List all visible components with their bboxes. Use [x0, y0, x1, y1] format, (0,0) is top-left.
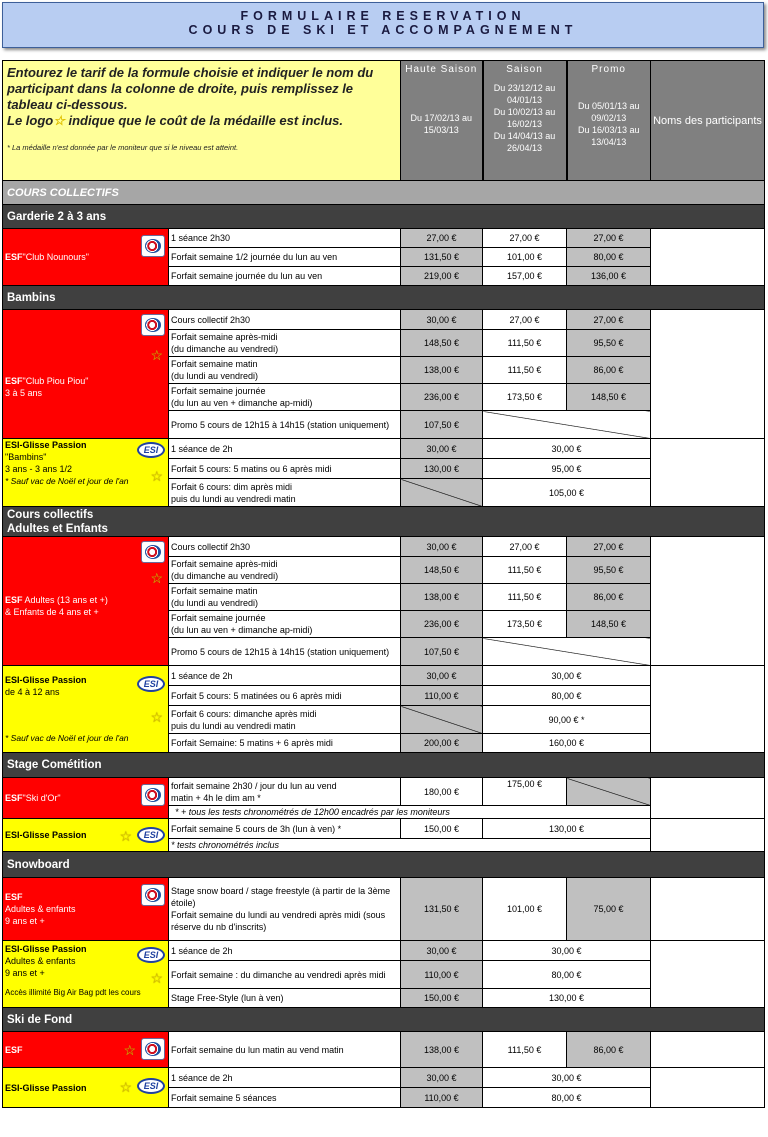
- esf-logo-icon: [141, 235, 165, 257]
- desc: Forfait 6 cours: dim après midi puis du lundi au vendredi matin: [169, 479, 401, 507]
- col-haute-saison: Haute Saison Du 17/02/13 au 15/03/13: [401, 61, 483, 181]
- desc: Stage snow board / stage freestyle (à partir de la 3ème étoile) Forfait semaine du lundi au vendredi après midi (sous réserve du nb d'inscrits): [169, 878, 401, 941]
- price-saison-promo[interactable]: 30,00 €: [483, 1068, 651, 1088]
- price-promo[interactable]: 27,00 €: [567, 537, 651, 557]
- not-available: [483, 638, 651, 666]
- price-saison[interactable]: 175,00 €: [483, 778, 567, 806]
- desc: Forfait semaine après-midi (du dimanche au vendredi): [169, 557, 401, 584]
- desc: 1 séance de 2h: [169, 666, 401, 686]
- desc: Forfait semaine du lun matin au vend matin: [169, 1032, 401, 1068]
- price-haute[interactable]: 219,00 €: [401, 267, 483, 286]
- medal-note: * La médaille n'est donnée par le moniteur que si le niveau est atteint.: [7, 143, 239, 152]
- price-haute[interactable]: 107,50 €: [401, 411, 483, 439]
- price-promo[interactable]: 148,50 €: [567, 611, 651, 638]
- title-line-1: FORMULAIRE RESERVATION: [240, 9, 526, 23]
- star-icon: ☆: [119, 1079, 132, 1095]
- desc: Forfait semaine journée du lun au ven: [169, 267, 401, 286]
- participant-name-cell[interactable]: [651, 941, 765, 1008]
- price-saison[interactable]: 173,50 €: [483, 384, 567, 411]
- price-saison-promo[interactable]: 80,00 €: [483, 961, 651, 989]
- price-saison[interactable]: 27,00 €: [483, 537, 567, 557]
- section-adultes: Cours collectifs Adultes et Enfants: [3, 507, 765, 537]
- desc: Forfait semaine 5 séances: [169, 1088, 401, 1108]
- price-saison[interactable]: 111,50 €: [483, 557, 567, 584]
- section-bambins: Bambins: [3, 286, 765, 310]
- price-promo[interactable]: 136,00 €: [567, 267, 651, 286]
- desc: Forfait 6 cours: dimanche après midi puis du lundi au vendredi matin: [169, 706, 401, 734]
- price-saison-promo[interactable]: 90,00 € *: [483, 706, 651, 734]
- participant-name-cell[interactable]: [651, 439, 765, 507]
- desc: 1 séance de 2h: [169, 1068, 401, 1088]
- price-haute[interactable]: 148,50 €: [401, 557, 483, 584]
- header-row: [3, 61, 765, 181]
- garderie-esf-label: ESF"Club Nounours": [3, 229, 169, 286]
- desc: Cours collectif 2h30: [169, 310, 401, 330]
- esf-logo-icon: [141, 884, 165, 906]
- section-ski-de-fond: Ski de Fond: [3, 1008, 765, 1032]
- esi-logo-icon: ESI: [137, 442, 165, 458]
- price-saison-promo[interactable]: 95,00 €: [483, 459, 651, 479]
- price-saison[interactable]: 173,50 €: [483, 611, 567, 638]
- section-cours-collectifs: COURS COLLECTIFS: [3, 181, 765, 205]
- participant-name-cell[interactable]: [651, 778, 765, 819]
- price-haute[interactable]: 150,00 €: [401, 819, 483, 839]
- price-haute[interactable]: 236,00 €: [401, 384, 483, 411]
- col-promo: Promo Du 05/01/13 au 09/02/13 Du 16/03/13 au 13/04/13: [567, 61, 651, 181]
- price-haute[interactable]: 180,00 €: [401, 778, 483, 806]
- desc: Stage Free-Style (lun à ven): [169, 989, 401, 1008]
- not-available: [567, 778, 651, 806]
- desc: Cours collectif 2h30: [169, 537, 401, 557]
- tariff-table: [2, 60, 765, 1108]
- price-saison[interactable]: 101,00 €: [483, 878, 567, 941]
- participant-name-cell[interactable]: [651, 819, 765, 852]
- price-haute[interactable]: 107,50 €: [401, 638, 483, 666]
- desc: Forfait semaine 1/2 journée du lun au ven: [169, 248, 401, 267]
- col-saison: Saison Du 23/12/12 au 04/01/13 Du 10/02/13 au 16/02/13 Du 14/04/13 au 26/04/13: [483, 61, 567, 181]
- section-snowboard: Snowboard: [3, 852, 765, 878]
- title-line-2: COURS DE SKI ET ACCOMPAGNEMENT: [188, 23, 578, 37]
- esi-logo-icon: ESI: [137, 1078, 165, 1094]
- price-haute[interactable]: 30,00 €: [401, 310, 483, 330]
- price-haute[interactable]: 30,00 €: [401, 666, 483, 686]
- esf-logo-icon: [141, 784, 165, 806]
- participant-name-cell[interactable]: [651, 537, 765, 666]
- instructions: Entourez le tarif de la formule choisie et indiquer le nom du participant dans la colonne de droite, puis remplissez le tableau ci-dessous. Le logo☆ indique que le coût de la médaille est inclus. * La médaille n'est donnée par le moniteur que si le niveau est atteint.: [3, 61, 401, 181]
- price-saison[interactable]: 27,00 €: [483, 310, 567, 330]
- col-noms: Noms des participants: [651, 61, 765, 181]
- esf-logo-icon: [141, 314, 165, 336]
- desc: Forfait semaine après-midi (du dimanche au vendredi): [169, 330, 401, 357]
- esi-logo-icon: ESI: [137, 676, 165, 692]
- star-icon: ☆: [53, 113, 65, 128]
- esi-logo-icon: ESI: [137, 827, 165, 843]
- price-haute[interactable]: 131,50 €: [401, 248, 483, 267]
- price-promo[interactable]: 86,00 €: [567, 1032, 651, 1068]
- star-icon: ☆: [150, 709, 163, 725]
- price-promo[interactable]: 27,00 €: [567, 229, 651, 248]
- star-icon: ☆: [150, 570, 163, 586]
- form-title: [2, 2, 764, 48]
- desc: Promo 5 cours de 12h15 à 14h15 (station uniquement): [169, 638, 401, 666]
- price-promo[interactable]: 27,00 €: [567, 310, 651, 330]
- price-haute[interactable]: 138,00 €: [401, 1032, 483, 1068]
- desc: Forfait 5 cours: 5 matinées ou 6 après midi: [169, 686, 401, 706]
- snow-esf-label: ESF Adultes & enfants 9 ans et +: [3, 878, 169, 941]
- price-saison[interactable]: 111,50 €: [483, 357, 567, 384]
- price-promo[interactable]: 148,50 €: [567, 384, 651, 411]
- not-available: [401, 706, 483, 734]
- not-available: [483, 411, 651, 439]
- esf-logo-icon: [141, 541, 165, 563]
- participant-name-cell[interactable]: [651, 310, 765, 439]
- price-haute[interactable]: 138,00 €: [401, 584, 483, 611]
- price-haute[interactable]: 150,00 €: [401, 989, 483, 1008]
- price-haute[interactable]: 30,00 €: [401, 941, 483, 961]
- star-icon: ☆: [150, 970, 163, 986]
- desc: Forfait semaine matin (du lundi au vendredi): [169, 357, 401, 384]
- price-saison[interactable]: 111,50 €: [483, 1032, 567, 1068]
- price-saison[interactable]: 111,50 €: [483, 584, 567, 611]
- desc: 1 séance 2h30: [169, 229, 401, 248]
- price-promo[interactable]: 95,50 €: [567, 330, 651, 357]
- price-haute[interactable]: 30,00 €: [401, 439, 483, 459]
- desc: Forfait semaine : du dimanche au vendredi après midi: [169, 961, 401, 989]
- price-saison-promo[interactable]: 30,00 €: [483, 439, 651, 459]
- participant-name-cell[interactable]: [651, 1068, 765, 1108]
- desc: Forfait semaine matin (du lundi au vendredi): [169, 584, 401, 611]
- not-available: [401, 479, 483, 507]
- price-promo[interactable]: 86,00 €: [567, 357, 651, 384]
- stage-esi-label: ESI-Glisse Passion ☆ ESI: [3, 819, 169, 852]
- bambins-esi-label: ESI ☆ ESI-Glisse Passion "Bambins" 3 ans - 3 ans 1/2 * Sauf vac de Noël et jour de l'an: [3, 439, 169, 507]
- price-saison-promo[interactable]: 105,00 €: [483, 479, 651, 507]
- section-garderie: Garderie 2 à 3 ans: [3, 205, 765, 229]
- price-haute[interactable]: 131,50 €: [401, 878, 483, 941]
- section-stage: Stage Cométition: [3, 753, 765, 778]
- participant-name-cell[interactable]: [651, 878, 765, 941]
- adultes-esi-label: ESI ☆ ESI-Glisse Passion de 4 à 12 ans * Sauf vac de Noël et jour de l'an: [3, 666, 169, 753]
- price-haute[interactable]: 236,00 €: [401, 611, 483, 638]
- price-haute[interactable]: 110,00 €: [401, 961, 483, 989]
- price-saison-promo[interactable]: 80,00 €: [483, 686, 651, 706]
- price-promo[interactable]: 75,00 €: [567, 878, 651, 941]
- price-saison-promo[interactable]: 80,00 €: [483, 1088, 651, 1108]
- stage-note: * + tous les tests chronométrés de 12h00 encadrés par les moniteurs: [169, 806, 651, 819]
- star-icon: ☆: [119, 828, 132, 844]
- price-haute[interactable]: 110,00 €: [401, 1088, 483, 1108]
- price-haute[interactable]: 27,00 €: [401, 229, 483, 248]
- price-saison[interactable]: 101,00 €: [483, 248, 567, 267]
- price-haute[interactable]: 148,50 €: [401, 330, 483, 357]
- price-saison-promo[interactable]: 160,00 €: [483, 734, 651, 753]
- desc: 1 séance de 2h: [169, 941, 401, 961]
- participant-name-cell[interactable]: [651, 229, 765, 286]
- price-promo[interactable]: 80,00 €: [567, 248, 651, 267]
- price-haute[interactable]: 200,00 €: [401, 734, 483, 753]
- bambins-esf-label: ☆ ESF"Club Piou Piou" 3 à 5 ans: [3, 310, 169, 439]
- esi-logo-icon: ESI: [137, 947, 165, 963]
- price-haute[interactable]: 30,00 €: [401, 1068, 483, 1088]
- stage-note: * tests chronométrés inclus: [169, 839, 651, 852]
- price-haute[interactable]: 30,00 €: [401, 537, 483, 557]
- price-promo[interactable]: 95,50 €: [567, 557, 651, 584]
- price-haute[interactable]: 110,00 €: [401, 686, 483, 706]
- desc: Promo 5 cours de 12h15 à 14h15 (station uniquement): [169, 411, 401, 439]
- desc: Forfait Semaine: 5 matins + 6 après midi: [169, 734, 401, 753]
- star-icon: ☆: [150, 468, 163, 484]
- stage-esf-label: ESF"Ski d'Or": [3, 778, 169, 819]
- price-haute[interactable]: 138,00 €: [401, 357, 483, 384]
- fond-esi-label: ESI-Glisse Passion ☆ ESI: [3, 1068, 169, 1108]
- price-saison[interactable]: 157,00 €: [483, 267, 567, 286]
- desc: forfait semaine 2h30 / jour du lun au vend matin + 4h le dim am *: [169, 778, 401, 806]
- desc: Forfait 5 cours: 5 matins ou 6 après midi: [169, 459, 401, 479]
- esf-logo-icon: [141, 1038, 165, 1060]
- price-saison-promo[interactable]: 130,00 €: [483, 989, 651, 1008]
- desc: Forfait semaine journée (du lun au ven + dimanche ap-midi): [169, 611, 401, 638]
- star-icon: ☆: [123, 1042, 136, 1058]
- snow-esi-label: ESI ☆ ESI-Glisse Passion Adultes & enfants 9 ans et + Accès illimité Big Air Bag pdt les cours: [3, 941, 169, 1008]
- desc: Forfait semaine 5 cours de 3h (lun à ven) *: [169, 819, 401, 839]
- desc: Forfait semaine journée (du lun au ven + dimanche ap-midi): [169, 384, 401, 411]
- participant-name-cell[interactable]: [651, 1032, 765, 1068]
- price-saison-promo[interactable]: 130,00 €: [483, 819, 651, 839]
- desc: 1 séance de 2h: [169, 439, 401, 459]
- price-saison[interactable]: 111,50 €: [483, 330, 567, 357]
- participant-name-cell[interactable]: [651, 666, 765, 753]
- adultes-esf-label: ☆ ESF Adultes (13 ans et +) & Enfants de 4 ans et +: [3, 537, 169, 666]
- price-saison-promo[interactable]: 30,00 €: [483, 666, 651, 686]
- fond-esf-label: ESF ☆: [3, 1032, 169, 1068]
- star-icon: ☆: [150, 347, 163, 363]
- price-promo[interactable]: 86,00 €: [567, 584, 651, 611]
- price-saison-promo[interactable]: 30,00 €: [483, 941, 651, 961]
- price-saison[interactable]: 27,00 €: [483, 229, 567, 248]
- price-haute[interactable]: 130,00 €: [401, 459, 483, 479]
